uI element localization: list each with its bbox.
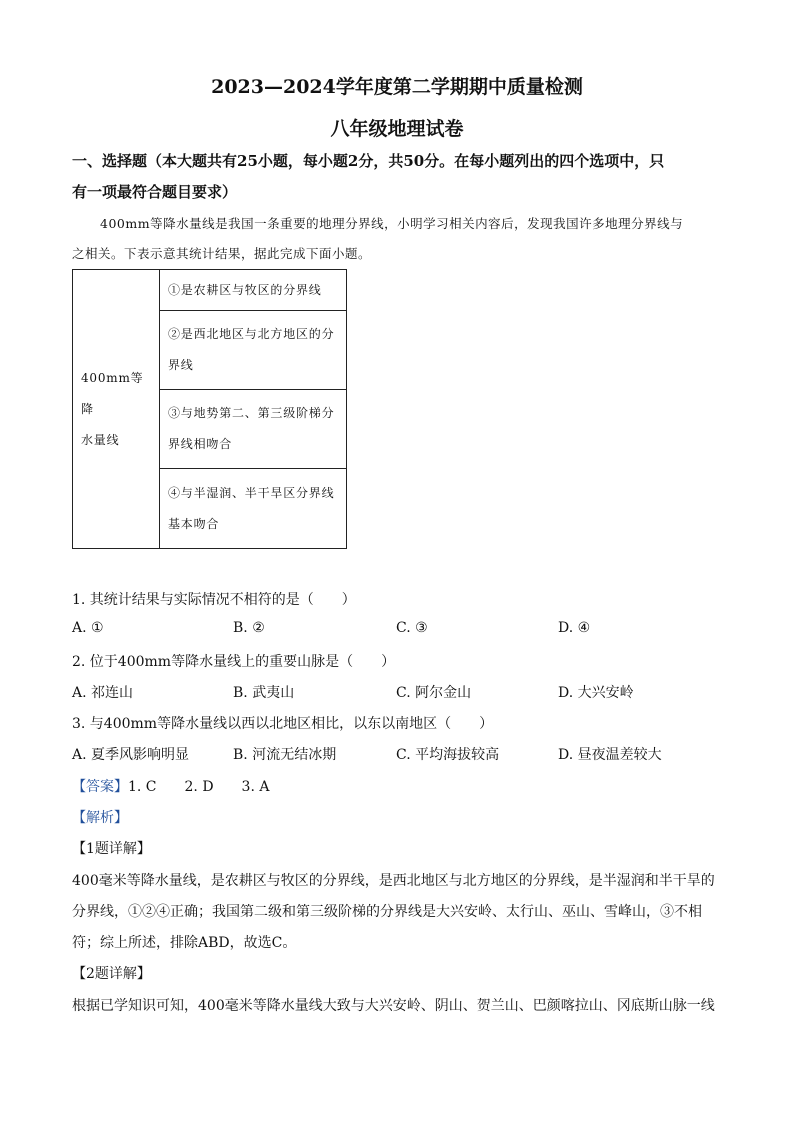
question-2-option-a: A. 祁连山	[72, 685, 134, 701]
question-3-option-a: A. 夏季风影响明显	[72, 747, 190, 763]
question-2-option-b: B. 武夷山	[233, 685, 295, 701]
exam-title: 2023—2024学年度第二学期期中质量检测	[211, 76, 583, 98]
question-1-option-a: A. ①	[72, 620, 104, 636]
question-2-option-c: C. 阿尔金山	[396, 685, 472, 701]
left-label-line1: 400mm等降	[81, 370, 144, 416]
answer-line	[72, 776, 269, 796]
exam-subtitle: 八年级地理试卷	[330, 118, 464, 140]
answer-text: 1. C 2. D 3. A	[128, 779, 270, 795]
question-2-stem: 2. 位于400mm等降水量线上的重要山脉是（ ）	[72, 654, 396, 670]
table-row-2: ②是西北地区与北方地区的分界线	[160, 311, 347, 390]
question-3-option-b: B. 河流无结冰期	[233, 747, 337, 763]
question-2-option-d: D. 大兴安岭	[558, 685, 634, 701]
question-1-option-b: B. ②	[233, 620, 265, 636]
intro-line1: 400mm等降水量线是我国一条重要的地理分界线，小明学习相关内容后，发现我国许多地理分界线与	[100, 216, 684, 231]
answer-tag: 【答案】	[72, 779, 128, 795]
section-heading-line2: 有一项最符合题目要求）	[72, 183, 238, 201]
detail-2-heading: 【2题详解】	[72, 966, 151, 982]
question-1-option-c: C. ③	[396, 620, 428, 636]
detail-1-line3: 符；综上所述，排除ABD，故选C。	[72, 935, 297, 951]
detail-1-heading: 【1题详解】	[72, 841, 151, 857]
intro-line2: 之相关。下表示意其统计结果，据此完成下面小题。	[72, 246, 372, 261]
table-row-1: ①是农耕区与牧区的分界线	[160, 270, 347, 311]
question-3-option-c: C. 平均海拔较高	[396, 747, 500, 763]
question-3-option-d: D. 昼夜温差较大	[558, 747, 662, 763]
boundary-table	[72, 269, 347, 549]
question-3-stem: 3. 与400mm等降水量线以西以北地区相比，以东以南地区（ ）	[72, 716, 494, 732]
section-heading-line1: 一、选择题（本大题共有25小题，每小题2分，共50分。在每小题列出的四个选项中，只	[72, 152, 665, 170]
table-row-4: ④与半湿润、半干旱区分界线基本吻合	[160, 469, 347, 549]
detail-1-line2: 分界线，①②④正确；我国第二级和第三级阶梯的分界线是大兴安岭、太行山、巫山、雪峰山，③不相	[72, 904, 702, 920]
table-left-label	[73, 270, 160, 549]
detail-2-line1: 根据已学知识可知，400毫米等降水量线大致与大兴安岭、阴山、贺兰山、巴颜喀拉山、冈底斯山脉一线	[72, 998, 715, 1014]
detail-1-line1: 400毫米等降水量线，是农耕区与牧区的分界线，是西北地区与北方地区的分界线，是半湿润和半干旱的	[72, 873, 715, 889]
question-1-option-d: D. ④	[558, 620, 591, 636]
table-row-3: ③与地势第二、第三级阶梯分界线相吻合	[160, 390, 347, 469]
left-label-line2: 水量线	[81, 432, 120, 447]
question-1-stem: 1. 其统计结果与实际情况不相符的是（ ）	[72, 592, 356, 608]
analysis-tag: 【解析】	[72, 810, 128, 826]
